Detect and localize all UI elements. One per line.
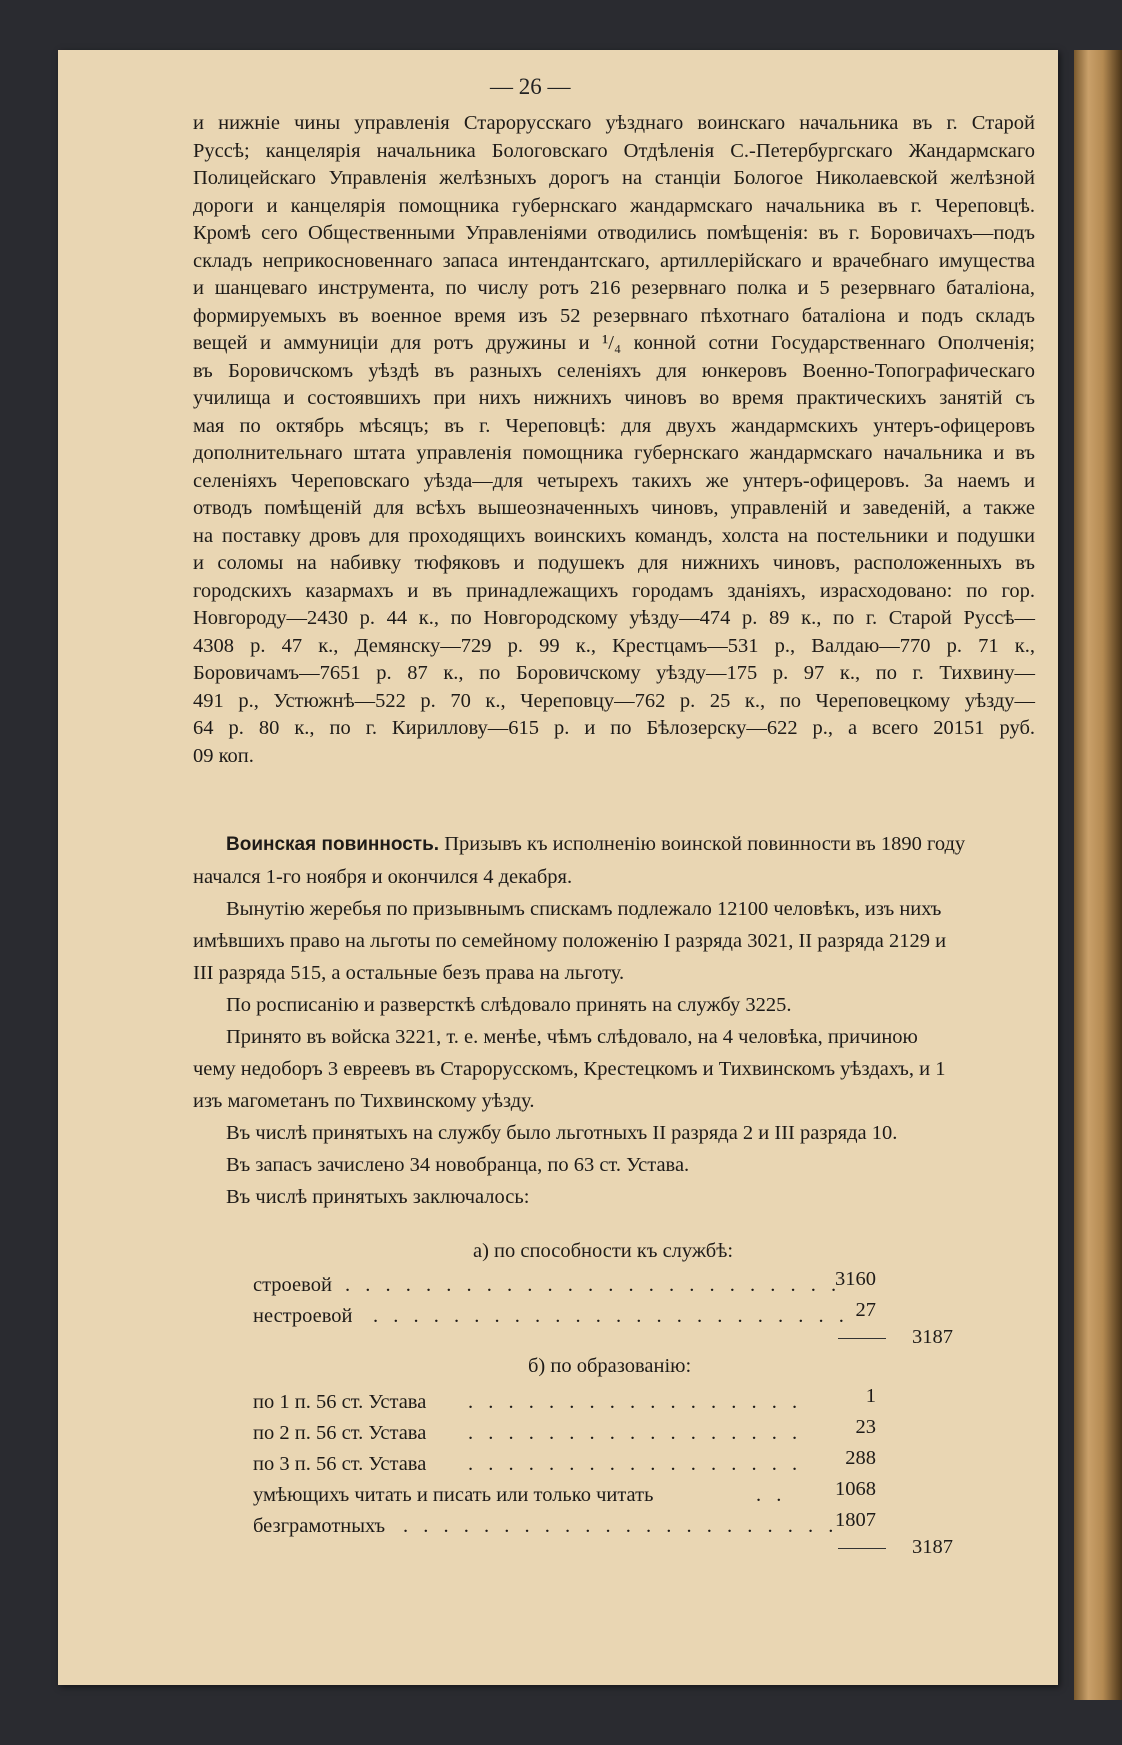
text-line: 491 р., Устюжнѣ—522 р. 70 к., Череповцу—762 р. 25 к., по Череповецкому уѣзду— (193, 689, 1035, 712)
paragraph-text: Принято въ войска 3221, т. е. менѣе, чѣмъ слѣдовало, на 4 человѣка, причиною (226, 1026, 918, 1048)
section-heading: Воинская повинность. (226, 834, 440, 855)
body-paragraph (193, 110, 1035, 770)
paragraph-text: По росписанію и разверсткѣ слѣдовало принять на службу 3225. (226, 994, 792, 1016)
leader-dots: . . . . . . . . . . . . . . . . . (468, 1453, 803, 1475)
row-value: 1068 (835, 1478, 876, 1500)
text-line: училища и состоявшихъ при нихъ нижнихъ чиновъ во время практическихъ занятій съ (193, 387, 1035, 409)
paragraph-text: Призывъ къ исполненію воинской повинности въ 1890 году (439, 833, 966, 855)
paragraph-text: Въ числѣ принятыхъ на службу было льготныхъ II разряда 2 и III разряда 10. (226, 1122, 898, 1144)
text-line: и нижніе чины управленія Старорусскаго уѣзднаго воинскаго начальника въ г. Старой (193, 112, 1035, 134)
table-row (253, 1299, 933, 1336)
text-line: городскихъ казармахъ и въ принадлежащихъ городамъ зданіяхъ, израсходовано: по гор. (193, 579, 1035, 602)
leader-dots: . . . . . . . . . . . . . . . . . . . . . . . . . (345, 1274, 842, 1296)
table-heading: а) по способности къ службѣ: (473, 1240, 734, 1262)
table-fitness (253, 1240, 953, 1367)
text-line: Руссѣ; канцелярія начальника Бологовскаго Отдѣленія С.-Петербургскаго Жандармскаго (193, 139, 1035, 162)
row-value: 1 (865, 1385, 876, 1407)
text-line: дополнительнаго штата управленія помощника губернскаго жандармскаго начальника и въ (193, 442, 1035, 464)
text-line: и шанцеваго инструмента, по числу ротъ 216 резервнаго полка и 5 резервнаго баталіона, (193, 277, 1035, 299)
text-line: селеніяхъ Череповскаго уѣзда—для четырехъ такихъ же унтеръ-офицеровъ. За наемъ и (193, 469, 1035, 492)
table-total-row (253, 1536, 953, 1577)
paragraph-text: имѣвшихъ право на льготы по семейному положенію I разряда 3021, II разряда 2129 и (193, 930, 947, 952)
conscription-section (193, 828, 1035, 1213)
total-rule (838, 1548, 886, 1549)
paragraph-text: чему недоборъ 3 евреевъ въ Старорусскомъ, Крестецкомъ и Тихвинскомъ уѣздахъ, и 1 (193, 1058, 946, 1080)
row-label: безграмотныхъ (253, 1515, 386, 1537)
paragraph-text: Вынутію жеребья по призывнымъ спискамъ подлежало 12100 человѣкъ, изъ нихъ (226, 898, 942, 920)
row-value: 27 (855, 1299, 876, 1321)
text-line: отводъ помѣщеній для всѣхъ вышеозначенныхъ чиновъ, управленій и заведеній, а также (193, 497, 1035, 519)
text-line: Полицейскаго Управленія желѣзныхъ дорогъ на станціи Бологое Николаевской желѣзной (193, 167, 1035, 189)
text-line: Боровичамъ—7651 р. 87 к., по Боровичскому уѣзду—175 р. 97 к., по г. Тихвину— (193, 662, 1035, 684)
paragraph-text: Въ числѣ принятыхъ заключалось: (226, 1186, 530, 1208)
total-rule (838, 1338, 886, 1339)
section-paragraph (193, 828, 1035, 861)
total-value: 3187 (912, 1536, 953, 1558)
text-line: 4308 р. 47 к., Демянску—729 р. 99 к., Крестцамъ—531 р., Валдаю—770 р. 71 к., (193, 634, 1035, 657)
row-value: 288 (845, 1447, 876, 1469)
leader-dots: . . (756, 1484, 787, 1506)
leader-dots: . . . . . . . . . . . . . . . . . (468, 1391, 803, 1413)
text-line: и соломы на набивку тюфяковъ и подушекъ для нижнихъ чиновъ, расположенныхъ въ (193, 552, 1035, 574)
paragraph-text: III разряда 515, а остальные безъ права на льготу. (193, 962, 625, 984)
text-line: формируемыхъ въ военное время изъ 52 резервнаго пѣхотнаго баталіона и подъ складъ (193, 304, 1035, 327)
row-value: 1807 (835, 1509, 876, 1531)
text-line: на поставку дровъ для проходящихъ воинскихъ командъ, холста на постельники и подушки (193, 524, 1035, 547)
row-label: по 2 п. 56 ст. Устава (253, 1422, 427, 1444)
row-label: строевой (253, 1274, 332, 1296)
text-line: складъ неприкосновеннаго запаса интендантскаго, артиллерійскаго и врачебнаго имущества (193, 249, 1035, 272)
leader-dots: . . . . . . . . . . . . . . . . . . . . . . (403, 1515, 839, 1537)
page-number: — 26 — (490, 74, 571, 99)
leader-dots: . . . . . . . . . . . . . . . . . (468, 1422, 803, 1444)
text-line: Кромѣ сего Общественными Управленіями отводились помѣщенія: въ г. Боровичахъ—подъ (193, 222, 1035, 244)
paragraph-text: начался 1-го ноября и окончился 4 декабря. (193, 866, 573, 888)
text-line: 64 р. 80 к., по г. Кириллову—615 р. и по Бѣлозерску—622 р., а всего 20151 руб. (193, 717, 1035, 739)
row-value: 23 (855, 1416, 876, 1438)
table-row (253, 1509, 933, 1546)
text-line: вещей и аммуниціи для ротъ дружины и ¹/₄ конной сотни Государственнаго Ополченія; (193, 332, 1035, 354)
paragraph-text: Въ запасъ зачислено 34 новобранца, по 63 ст. Устава. (226, 1154, 690, 1176)
row-label: по 1 п. 56 ст. Устава (253, 1391, 427, 1413)
leader-dots: . . . . . . . . . . . . . . . . . . . . . . . . (373, 1305, 849, 1327)
table-education (253, 1355, 953, 1577)
text-line: дороги и канцелярія помощника губернскаго жандармскаго начальника въ г. Череповцѣ. (193, 194, 1035, 217)
text-line: Новгороду—2430 р. 44 к., по Новгородскому уѣзду—474 р. 89 к., по г. Старой Руссѣ— (193, 607, 1035, 629)
paragraph-text: изъ магометанъ по Тихвинскому уѣзду. (193, 1090, 535, 1112)
row-label: нестроевой (253, 1305, 353, 1327)
text-line: въ Боровичскомъ уѣздѣ въ разныхъ селеніяхъ для юнкеровъ Военно-Топографическаго (193, 359, 1035, 382)
text-line: 09 коп. (193, 744, 254, 767)
row-label: умѣющихъ читать и писать или только читать (253, 1484, 654, 1506)
table-heading: б) по образованію: (528, 1355, 692, 1377)
row-value: 3160 (835, 1268, 876, 1290)
total-value: 3187 (912, 1326, 953, 1348)
book-spine (1074, 50, 1122, 1700)
text-line: мая по октябрь мѣсяцъ; въ г. Череповцѣ: для двухъ жандармскихъ унтеръ-офицеровъ (193, 414, 1035, 437)
row-label: по 3 п. 56 ст. Устава (253, 1453, 427, 1475)
